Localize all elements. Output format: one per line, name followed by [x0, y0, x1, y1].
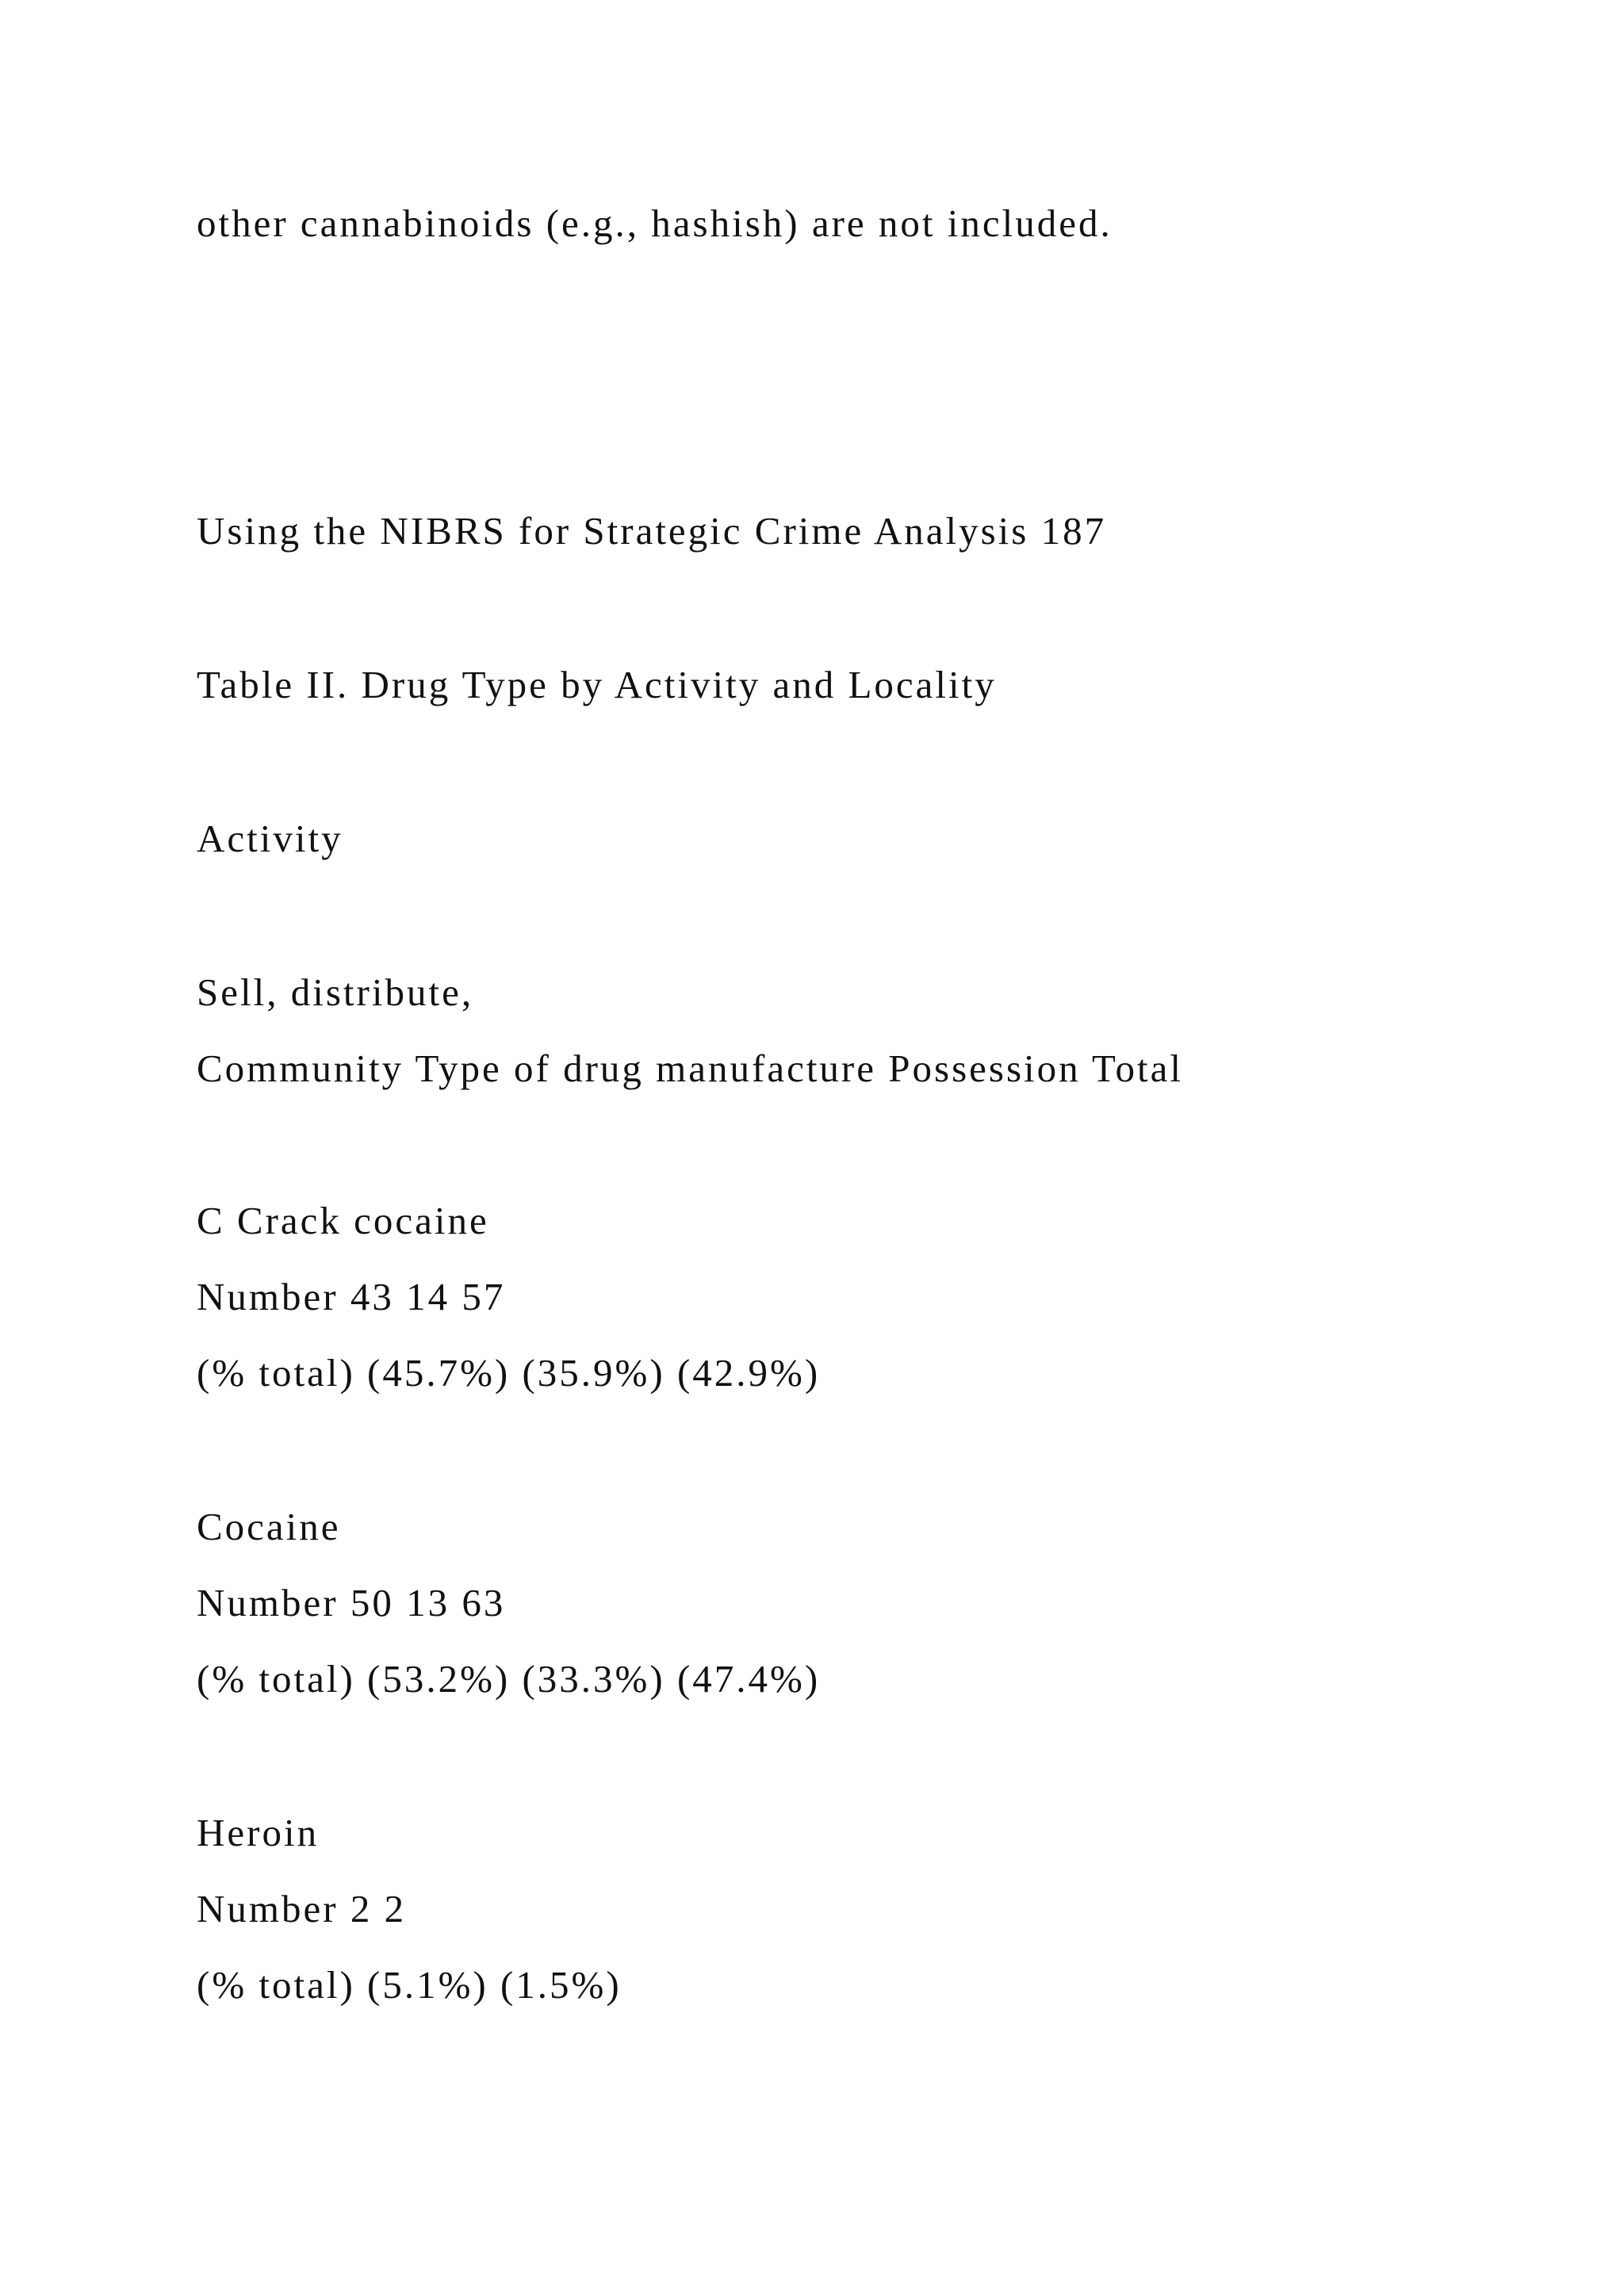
- table-header-sell: Sell, distribute,: [197, 970, 474, 1014]
- row-heroin-percent: (% total) (5.1%) (1.5%): [197, 1963, 622, 2007]
- row-heroin-drug: Heroin: [197, 1811, 320, 1854]
- table-title: Table II. Drug Type by Activity and Locality: [197, 663, 997, 706]
- row-heroin-number: Number 2 2: [197, 1887, 407, 1931]
- row-crack-cocaine-percent: (% total) (45.7%) (35.9%) (42.9%): [197, 1351, 821, 1395]
- row-cocaine-percent: (% total) (53.2%) (33.3%) (47.4%): [197, 1657, 821, 1701]
- running-header: Using the NIBRS for Strategic Crime Analysis 187: [197, 509, 1107, 553]
- table-header-activity: Activity: [197, 817, 343, 860]
- row-cocaine-drug: Cocaine: [197, 1505, 341, 1548]
- row-crack-cocaine-number: Number 43 14 57: [197, 1275, 506, 1318]
- intro-line: other cannabinoids (e.g., hashish) are not included.: [197, 201, 1113, 245]
- row-cocaine-number: Number 50 13 63: [197, 1581, 506, 1624]
- row-crack-cocaine-drug: C Crack cocaine: [197, 1199, 489, 1242]
- table-header-columns: Community Type of drug manufacture Possession Total: [197, 1047, 1183, 1090]
